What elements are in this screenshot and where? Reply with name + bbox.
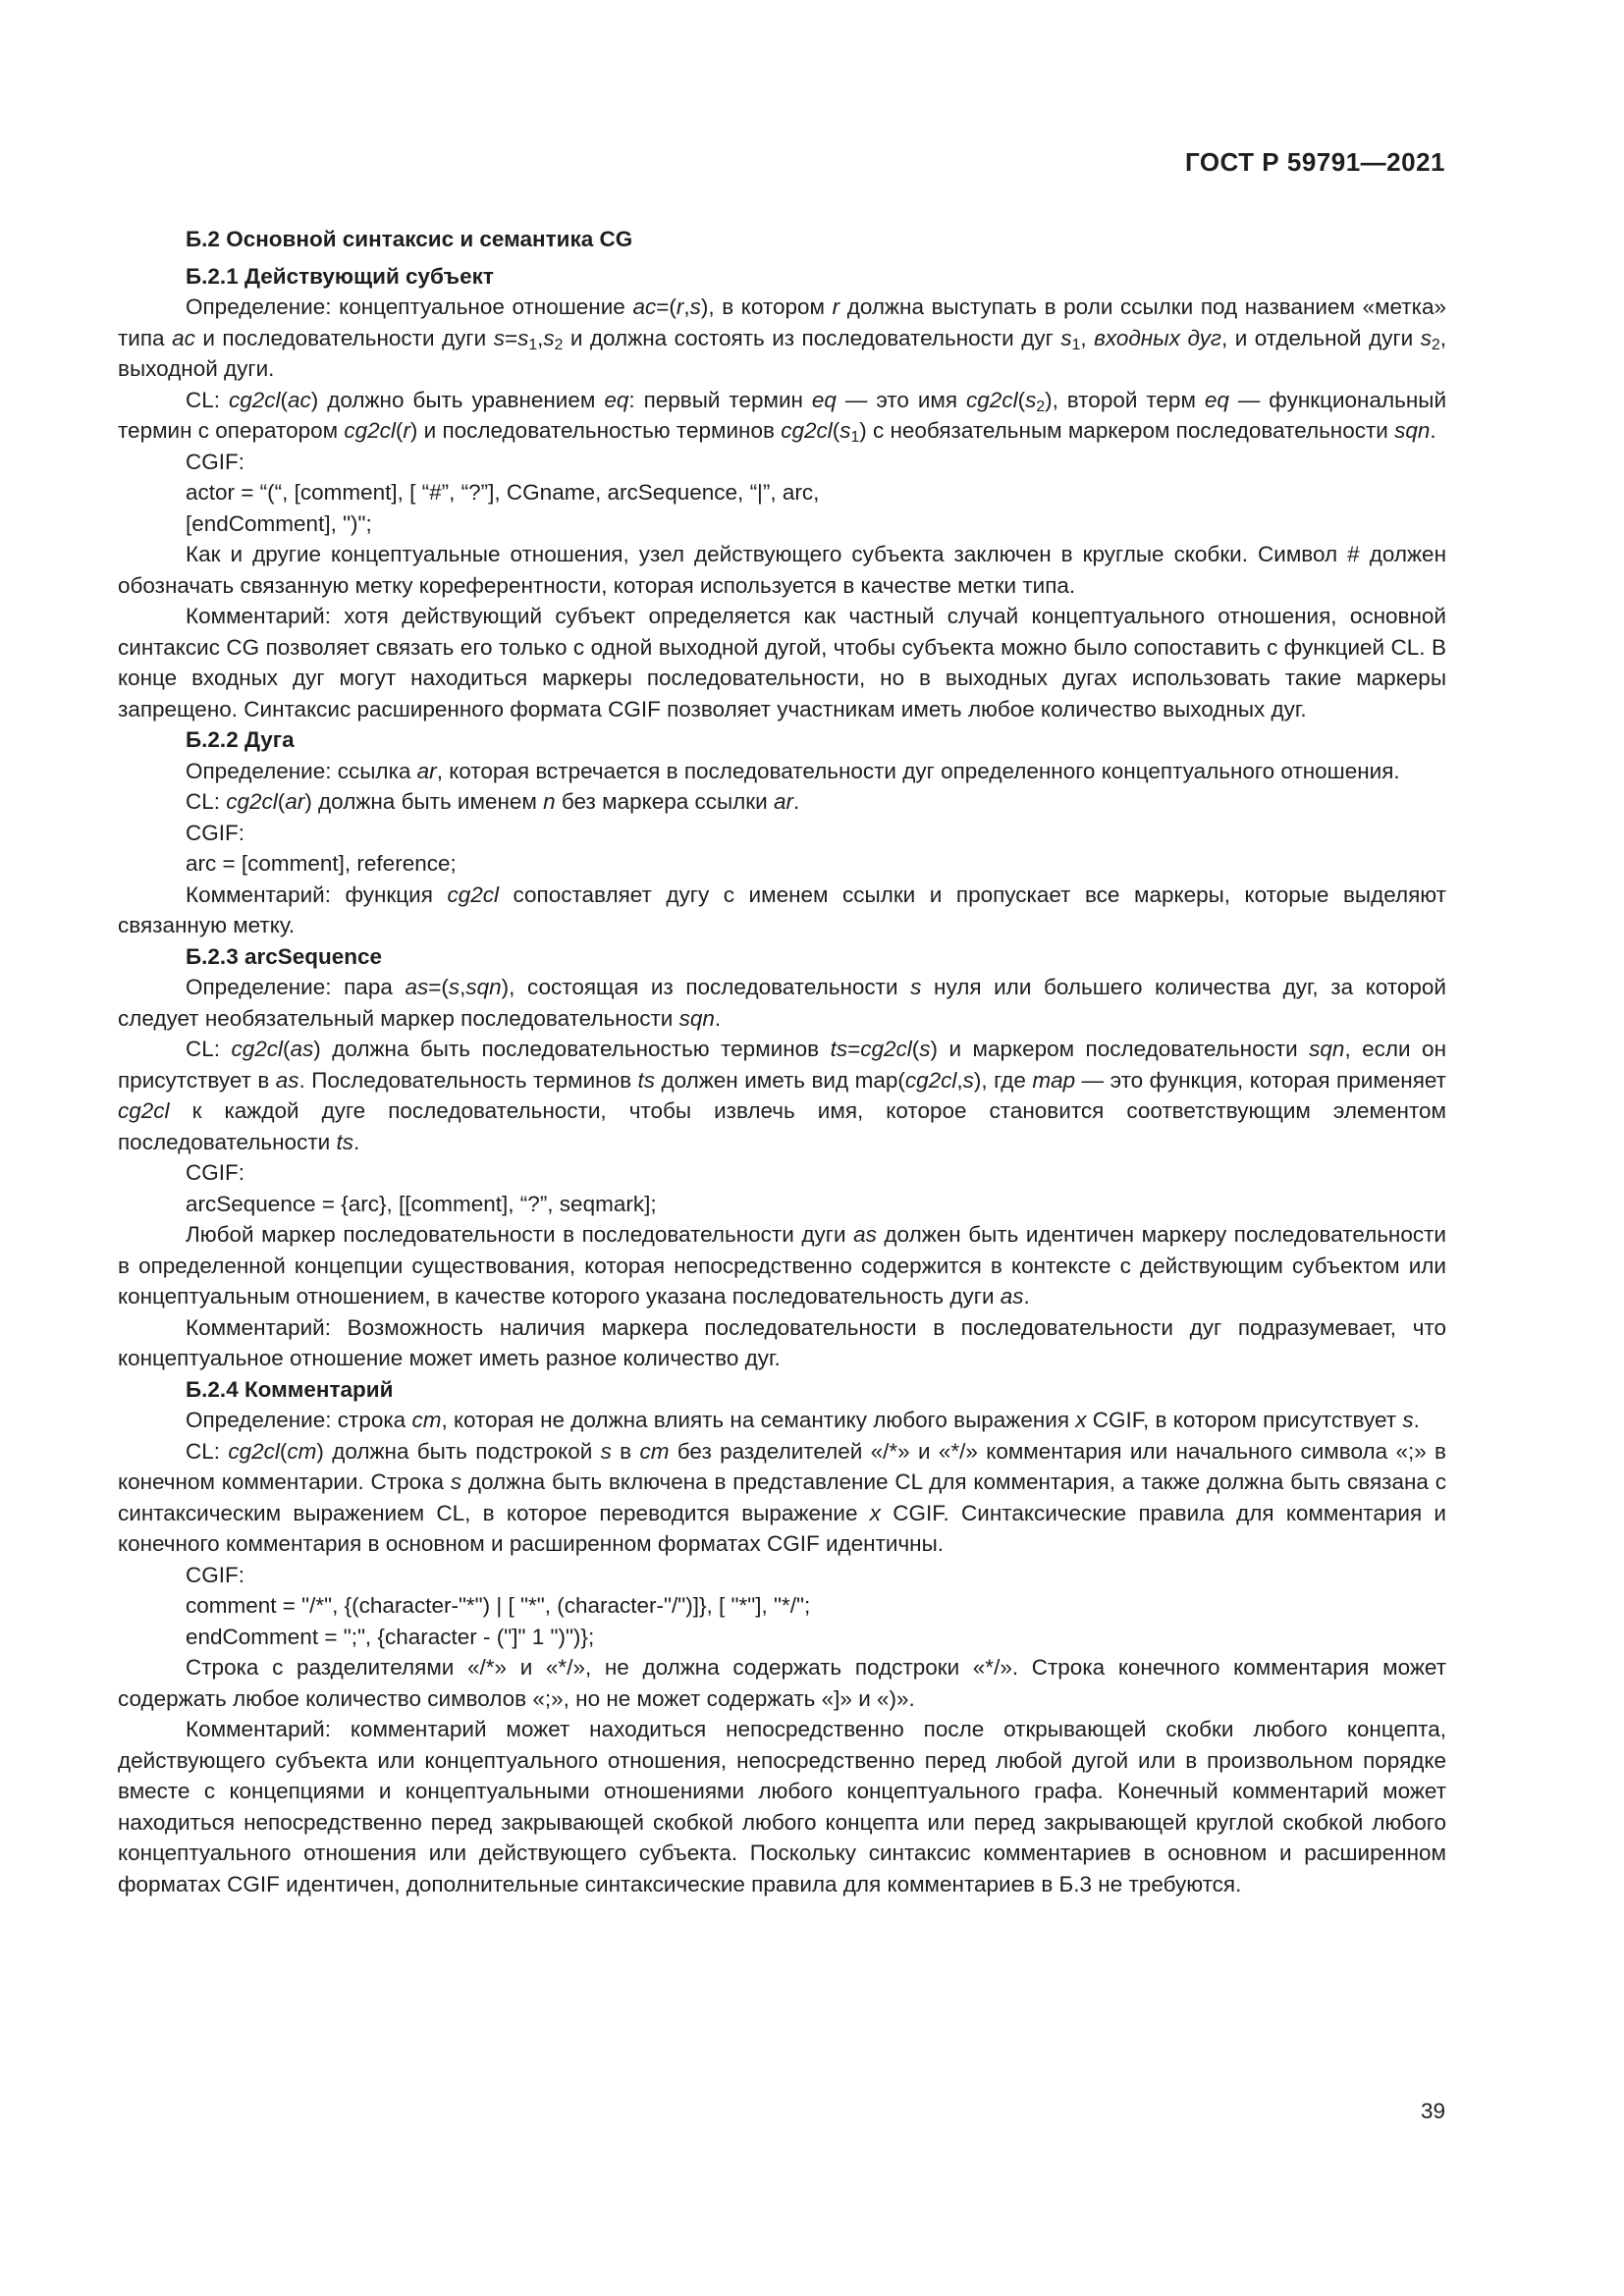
b24-code-line-2: endComment = ";", {character - ("]" 1 ")")}; xyxy=(186,1624,595,1649)
b23-definition: Определение: пара as=(s,sqn), состоящая из последовательности s нуля или большего количества дуг, за которой следует необязательный маркер последовательности sqn. xyxy=(118,975,1446,1031)
b21-code-line-2: [endComment], ")"; xyxy=(186,510,372,536)
b24-cl-paragraph: CL: cg2cl(cm) должна быть подстрокой s в cm без разделителей «/*» и «*/» комментария или начального символа «;» в конечном комментарии. Строка s должна быть включена в представление CL для комментария, а также должна быть связана с синтаксическим выражением CL, в которое переводится выражение x CGIF. Синтаксические правила для комментария и конечного комментария в основном и расширенном форматах CGIF идентичны. xyxy=(118,1438,1446,1556)
document-body xyxy=(118,224,1446,1899)
b21-comment-paragraph: Комментарий: хотя действующий субъект определяется как частный случай концептуального отношения, основной синтаксис CG позволяет связать его только с одной выходной дугой, чтобы субъекта можно было сопоставить с функцией CL. В конце входных дуг могут находиться маркеры последовательности, но в выходных дугах использовать такие маркеры запрещено. Синтаксис расширенного формата CGIF позволяет участникам иметь любое количество выходных дуг. xyxy=(118,604,1446,721)
b22-cgif-label: CGIF: xyxy=(186,820,244,845)
section-heading-b21: Б.2.1 Действующий субъект xyxy=(186,263,494,289)
section-heading-b23: Б.2.3 arcSequence xyxy=(186,943,383,969)
b22-comment-paragraph: Комментарий: функция cg2cl сопоставляет дугу с именем ссылки и пропускает все маркеры, которые выделяют связанную метку. xyxy=(118,881,1446,937)
b21-definition: Определение: концептуальное отношение ac=(r,s), в котором r должна выступать в роли ссылки под названием «метка» типа ac и последовательности дуги $s=s_1,s_2$ и должна состоять из последовательности дуг $s_1$, входных дуг, и отдельной дуги $s_2$, выходной дуги. xyxy=(118,294,1447,381)
b24-comment-paragraph: Комментарий: комментарий может находиться непосредственно после открывающей скобки любого концепта, действующего субъекта или концептуального отношения, непосредственно перед любой дугой или в произвольном порядке вместе с концепциями и концептуальными отношениями любого концептуального графа. Конечный комментарий может находиться непосредственно перед закрывающей скобкой любого концепта или перед закрывающей круглой скобкой любого концептуального отношения или действующего субъекта. Поскольку синтаксис комментариев в основном и расширенном форматах CGIF идентичен, дополнительные синтаксические правила для комментариев в Б.3 не требуются. xyxy=(118,1717,1446,1896)
b23-cl-paragraph: CL: cg2cl(as) должна быть последовательностью терминов ts=cg2cl(s) и маркером последовательности sqn, если он присутствует в as. Последовательность терминов ts должен иметь вид map(cg2cl,s), где map — это функция, которая применяет cg2cl к каждой дуге последовательности, чтобы извлечь имя, которое становится соответствующим элементом последовательности ts. xyxy=(118,1037,1446,1154)
b22-definition: Определение: ссылка ar, которая встречается в последовательности дуг определенного концептуального отношения. xyxy=(186,758,1400,783)
section-heading-b24: Б.2.4 Комментарий xyxy=(186,1376,394,1402)
b21-code-line-1: actor = “(“, [comment], [ “#”, “?”], CGname, arcSequence, “|”, arc, xyxy=(186,480,820,505)
section-heading-b2: Б.2 Основной синтаксис и семантика CG xyxy=(186,227,633,251)
b21-cl-paragraph: CL: cg2cl(ac) должно быть уравнением eq: первый термин eq — это имя $cg2cl(s_2)$, второй терм eq — функциональный термин с оператором cg2cl(r) и последовательностью терминов $cg2cl(s_1)$ с необязательным маркером последовательности sqn. xyxy=(118,387,1447,446)
b24-delimiter-paragraph: Строка с разделителями «/*» и «*/», не должна содержать подстроки «*/». Строка конечного комментария может содержать любое количество символов «;», но не может содержать «]» и «)». xyxy=(118,1655,1446,1711)
page-number: 39 xyxy=(1420,2099,1445,2123)
b23-comment-paragraph: Комментарий: Возможность наличия маркера последовательности в последовательности дуг подразумевает, что концептуальное отношение может иметь разное количество дуг. xyxy=(118,1314,1446,1370)
b24-definition: Определение: строка cm, которая не должна влиять на семантику любого выражения x CGIF, в котором присутствует s. xyxy=(186,1408,1420,1432)
b23-cgif-label: CGIF: xyxy=(186,1160,244,1185)
b23-marker-paragraph: Любой маркер последовательности в последовательности дуги as должен быть идентичен маркеру последовательности в определенной концепции существования, которая непосредственно содержится в контексте с действующим субъектом или концептуальным отношением, в качестве которого указана последовательность дуги as. xyxy=(118,1222,1446,1308)
b22-cl-paragraph: CL: cg2cl(ar) должна быть именем n без маркера ссылки ar. xyxy=(186,789,800,814)
b23-code-line-1: arcSequence = {arc}, [[comment], “?”, seqmark]; xyxy=(186,1191,657,1216)
b21-cgif-label: CGIF: xyxy=(186,449,244,474)
b22-code-line-1: arc = [comment], reference; xyxy=(186,851,457,876)
b21-node-paragraph: Как и другие концептуальные отношения, узел действующего субъекта заключен в круглые скобки. Символ # должен обозначать связанную метку кореферентности, которая используется в качестве метки типа. xyxy=(118,542,1446,598)
standard-number: ГОСТ Р 59791—2021 xyxy=(1184,147,1445,177)
b24-code-line-1: comment = "/*", {(character-"*") | [ "*", (character-"/")]}, [ "*"], "*/"; xyxy=(186,1593,811,1618)
section-heading-b22: Б.2.2 Дуга xyxy=(186,727,295,752)
b24-cgif-label: CGIF: xyxy=(186,1562,244,1587)
